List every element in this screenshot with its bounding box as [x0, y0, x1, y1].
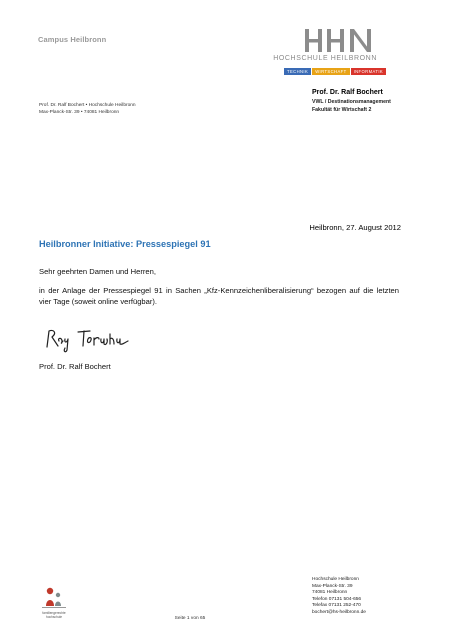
logo-bar-informatik: INFORMATIK — [351, 68, 387, 75]
footer-email: bochert@hs-heilbronn.de — [312, 609, 366, 615]
logo-color-bars — [284, 68, 386, 75]
signature-icon — [44, 327, 132, 353]
body-paragraph: in der Anlage der Pressespiegel 91 in Sachen „Kfz-Kennzeichenliberalisierung“ bezogen auf die letzten vier Tage (soweit online verfügbar). — [39, 286, 399, 306]
logo-wordmark: HOCHSCHULE HEILBRONN — [273, 55, 377, 62]
logo-bar-wirtschaft: WIRTSCHAFT — [312, 68, 349, 75]
salutation: Sehr geehrten Damen und Herren, — [39, 267, 156, 276]
footer-address-line: Max-Planck-Str. 39 — [312, 583, 353, 589]
letter-date: Heilbronn, 27. August 2012 — [309, 223, 401, 232]
logo-bar-technik: TECHNIK — [284, 68, 311, 75]
family-friendly-badge-icon — [39, 586, 69, 626]
author-faculty: Fakultät für Wirtschaft 2 — [312, 107, 372, 113]
footer-address-line: 74081 Heilbronn — [312, 590, 348, 596]
letter-subject: Heilbronner Initiative: Pressespiegel 91 — [39, 239, 211, 249]
svg-text:familiengerechte: familiengerechte — [42, 611, 66, 615]
footer-address-line: Hochschule Heilbronn — [312, 577, 359, 582]
sender-return-line: Prof. Dr. Ralf Bochert • Hochschule Heilbronn — [39, 103, 136, 108]
footer-address — [312, 577, 366, 617]
footer-fax: Telefax 07131 252-470 — [312, 603, 361, 609]
author-department: VWL / Destinationsmanagement — [312, 99, 391, 105]
page-number: Seite 1 von 65 — [174, 616, 206, 621]
footer-phone: Telefon 07131 504-656 — [312, 596, 362, 602]
svg-text:hochschule: hochschule — [45, 615, 63, 619]
campus-label: Campus Heilbronn — [38, 35, 107, 44]
sender-return-address: Max-Planck-Str. 39 • 74081 Heilbronn — [39, 110, 120, 115]
closing-name: Prof. Dr. Ralf Bochert — [39, 362, 111, 371]
hhn-logo-icon — [305, 27, 375, 54]
author-name: Prof. Dr. Ralf Bochert — [312, 89, 383, 96]
